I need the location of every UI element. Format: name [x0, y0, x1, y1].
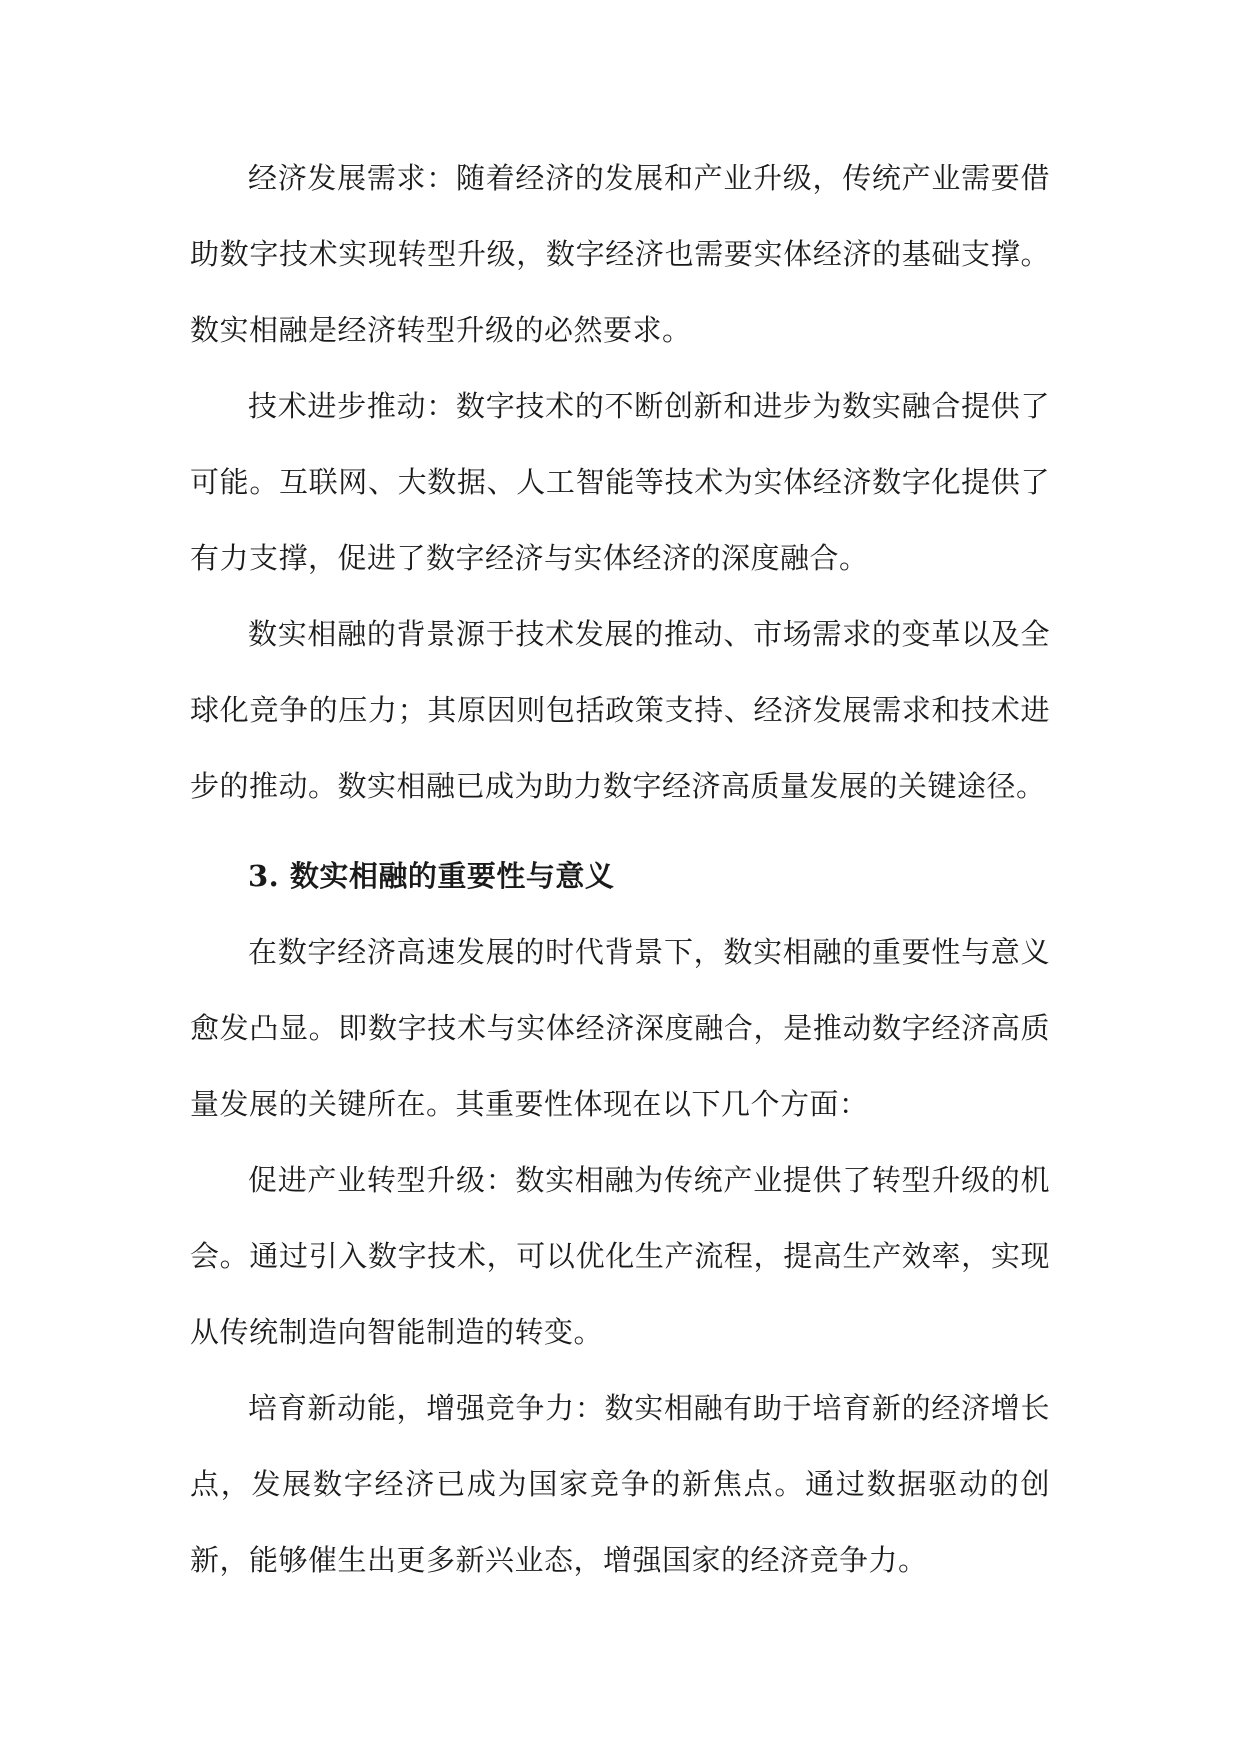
paragraph-economic-demand: 经济发展需求：随着经济的发展和产业升级，传统产业需要借助数字技术实现转型升级，数字经济也需要实体经济的基础支撑。数实相融是经济转型升级的必然要求。 [190, 161, 1050, 347]
paragraph-industry-upgrade: 促进产业转型升级：数实相融为传统产业提供了转型升级的机会。通过引入数字技术，可以优化生产流程，提高生产效率，实现从传统制造向智能制造的转变。 [190, 1163, 1050, 1349]
document-body [190, 140, 1050, 1598]
section-heading: 3. 数实相融的重要性与意义 [248, 859, 615, 893]
paragraph-new-momentum: 培育新动能，增强竞争力：数实相融有助于培育新的经济增长点，发展数字经济已成为国家竞争的新焦点。通过数据驱动的创新，能够催生出更多新兴业态，增强国家的经济竞争力。 [190, 1391, 1050, 1577]
paragraph-tech-progress: 技术进步推动：数字技术的不断创新和进步为数实融合提供了可能。互联网、大数据、人工智能等技术为实体经济数字化提供了有力支撑，促进了数字经济与实体经济的深度融合。 [190, 389, 1050, 575]
paragraph-background-summary: 数实相融的背景源于技术发展的推动、市场需求的变革以及全球化竞争的压力；其原因则包括政策支持、经济发展需求和技术进步的推动。数实相融已成为助力数字经济高质量发展的关键途径。 [190, 617, 1050, 803]
paragraph-importance-intro: 在数字经济高速发展的时代背景下，数实相融的重要性与意义愈发凸显。即数字技术与实体经济深度融合，是推动数字经济高质量发展的关键所在。其重要性体现在以下几个方面： [190, 935, 1050, 1121]
